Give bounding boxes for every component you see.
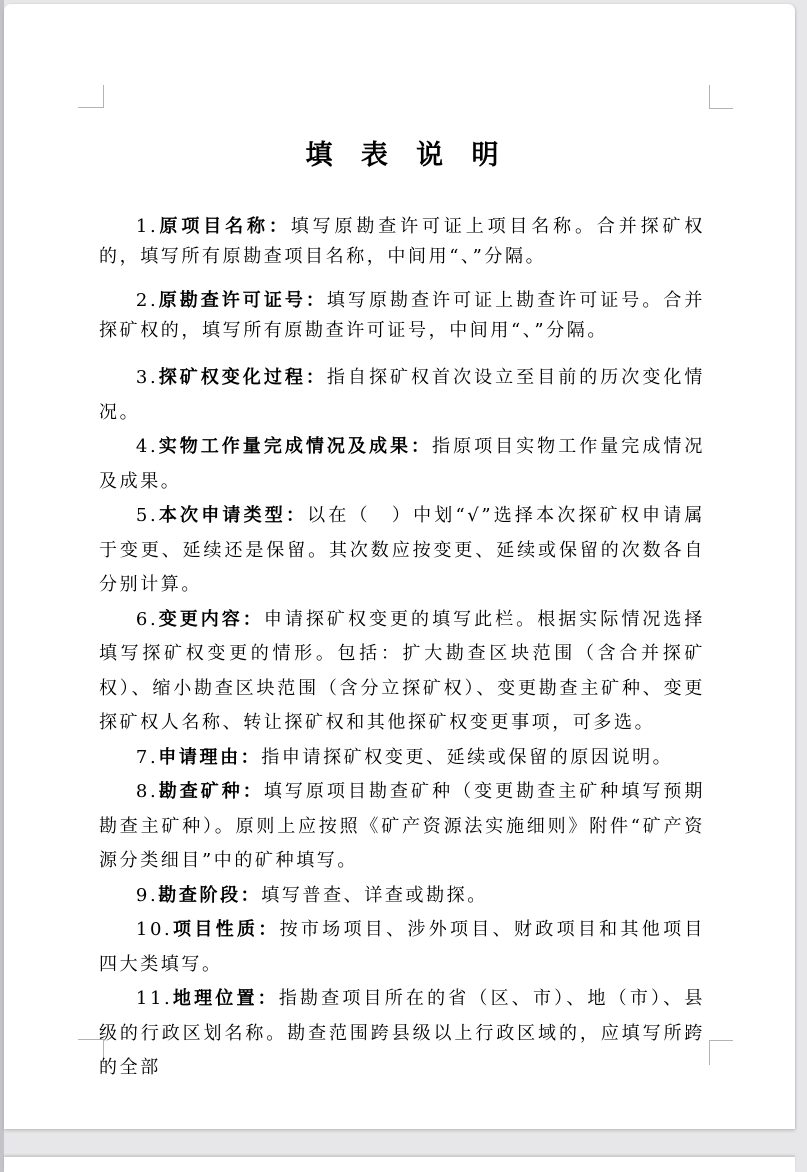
instruction-item-1 <box>99 212 705 271</box>
item-number: 9. <box>135 884 159 906</box>
item-text: 指勘查项目所在的省（区、市）、地（市）、县级的行政区划名称。勘查范围跨县级以上行政区域的，应填写所跨的全部 <box>99 988 705 1078</box>
item-number: 2. <box>135 290 159 311</box>
item-text: 按市场项目、涉外项目、财政项目和其他项目四大类填写。 <box>99 919 706 975</box>
item-label: 原项目名称： <box>158 216 291 237</box>
instruction-item-9 <box>99 879 705 914</box>
item-number: 5. <box>135 505 159 526</box>
next-page-top <box>4 1157 795 1172</box>
document-title: 填表说明 <box>305 140 527 171</box>
instruction-item-11 <box>99 982 705 1086</box>
instruction-item-7 <box>99 741 705 776</box>
item-label: 探矿权变化过程： <box>158 367 327 388</box>
item-text: 指申请探矿权变更、延续或保留的原因说明。 <box>261 746 674 768</box>
text-boundary-mark-top-right <box>709 85 733 109</box>
item-label: 项目性质： <box>172 919 280 940</box>
item-number: 1. <box>135 216 159 237</box>
instruction-item-2 <box>99 286 705 345</box>
item-text: 指自探矿权首次设立至目前的历次变化情况。 <box>99 367 705 423</box>
item-text: 填写原项目勘查矿种（变更勘查主矿种填写预期勘查主矿种）。原则上应按照《矿产资源法实施细则》附件“矿产资源分类细目”中的矿种填写。 <box>99 781 705 871</box>
item-number: 3. <box>135 367 159 388</box>
item-label: 地理位置： <box>172 988 279 1009</box>
instruction-item-3 <box>99 361 705 430</box>
item-label: 本次申请类型： <box>158 505 308 526</box>
item-label: 勘查阶段： <box>158 884 262 906</box>
item-label: 实物工作量完成情况及成果： <box>158 436 433 457</box>
page-content <box>99 103 705 1086</box>
item-text: 填写原勘查许可证上勘查许可证号。合并探矿权的，填写所有原勘查许可证号，中间用“、”分隔。 <box>99 290 705 341</box>
instruction-item-6 <box>99 603 705 741</box>
item-number: 8. <box>135 781 159 802</box>
item-text: 指原项目实物工作量完成情况及成果。 <box>99 436 705 492</box>
item-label: 勘查矿种： <box>158 781 264 802</box>
item-label: 变更内容： <box>158 608 264 630</box>
item-label: 申请理由： <box>158 746 262 768</box>
instruction-item-5 <box>99 499 705 603</box>
instruction-item-8 <box>99 775 705 879</box>
item-text: 填写普查、详查或勘探。 <box>261 884 488 906</box>
item-number: 4. <box>135 436 159 457</box>
item-text: 申请探矿权变更的填写此栏。根据实际情况选择填写探矿权变更的情形。包括：扩大勘查区块范围（含合并探矿权）、缩小勘查区块范围（含分立探矿权）、变更勘查主矿种、变更探矿权人名称、转让探矿权和其他探矿权变更事项，可多选。 <box>99 608 705 733</box>
item-number: 10. <box>135 919 173 940</box>
text-boundary-mark-bottom-right <box>709 1040 733 1065</box>
item-label: 原勘查许可证号： <box>158 290 327 311</box>
item-text: 以在（ ）中划“√”选择本次探矿权申请属于变更、延续还是保留。其次数应按变更、延续或保留的次数各自分别计算。 <box>99 505 705 595</box>
instruction-item-4 <box>99 430 705 499</box>
item-number: 11. <box>135 988 173 1009</box>
item-number: 7. <box>135 746 159 768</box>
item-number: 6. <box>135 608 159 630</box>
instruction-list <box>99 212 705 1086</box>
instruction-item-10 <box>99 913 705 982</box>
item-text: 填写原勘查许可证上项目名称。合并探矿权的，填写所有原勘查项目名称，中间用“、”分隔。 <box>99 216 705 267</box>
